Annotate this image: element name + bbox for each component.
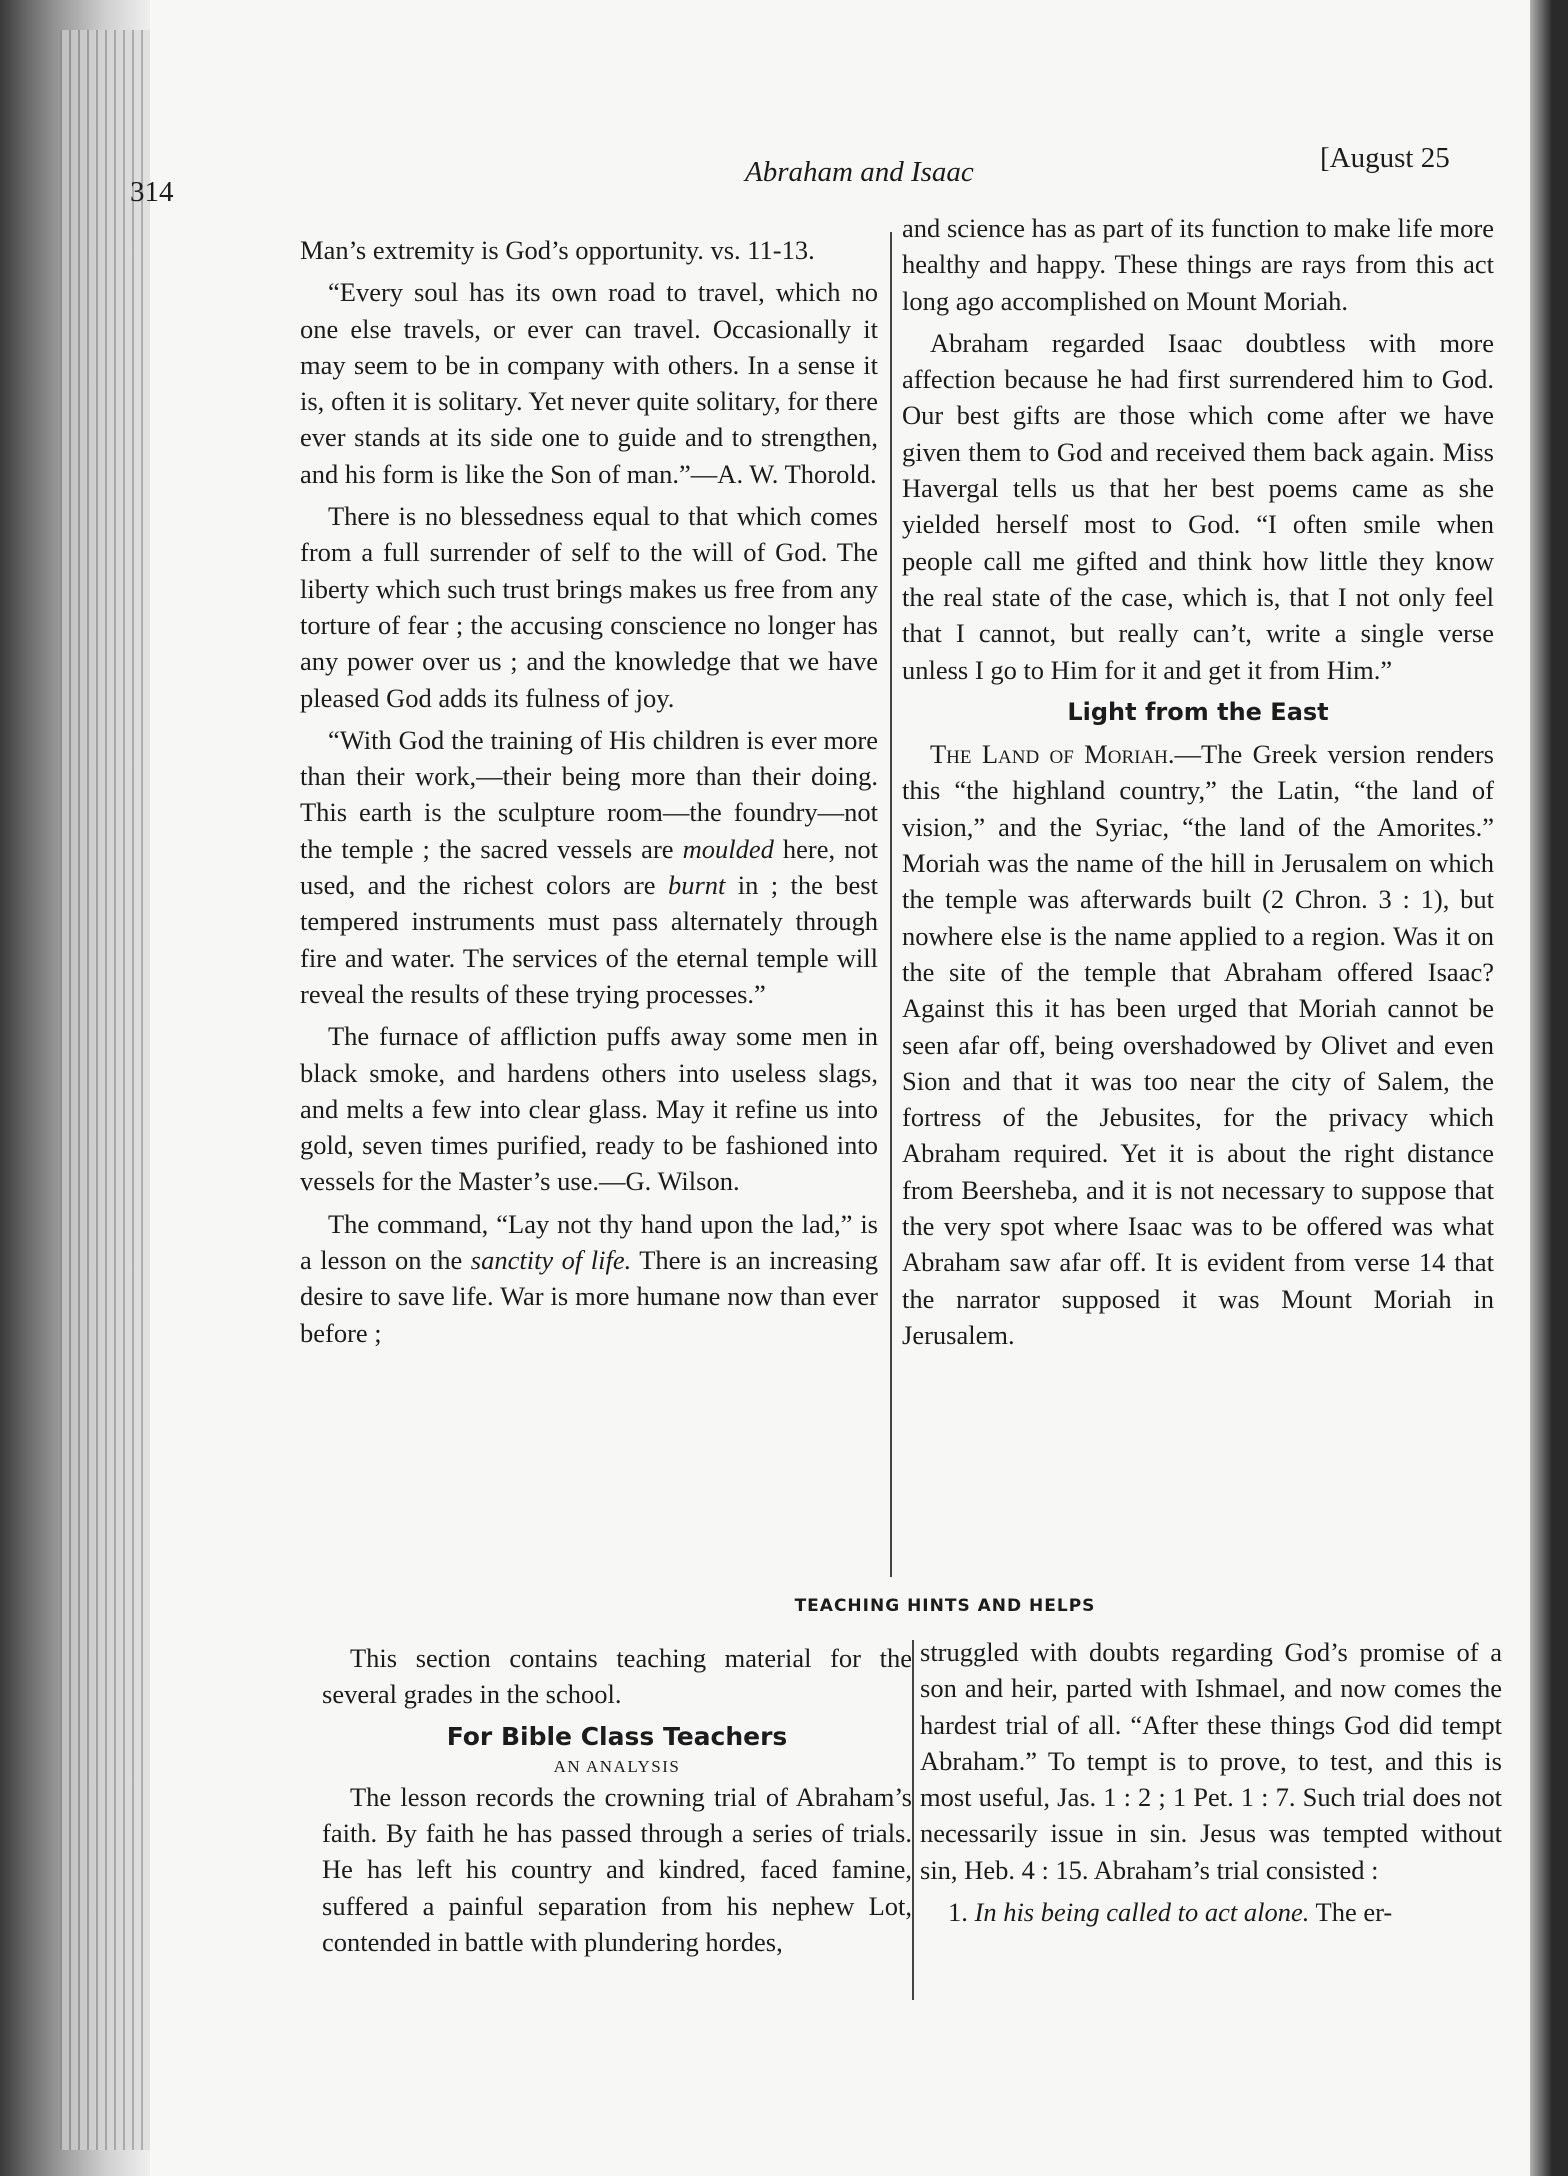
paragraph: Man’s extremity is God’s opportunity. vs. 11-13. [300,235,815,265]
right-column [902,210,1494,1359]
quote-training: “With God the training of His children is ever more than their work,—their being more than their doing. This earth is the sculpture room—the foundry—not the temple ; the sacred vessels are moulded here, not used, and the richest colors are burnt in ; the best tempered instruments must pass alternately through fire and water. The services of the eternal temple will reveal the results of these trying processes.” [300,724,878,1009]
section-heading-light-from-the-east: Light from the East [1067,697,1329,726]
page-number: 314 [130,176,174,208]
issue-date: [August 25 [1320,142,1450,174]
quote-thorold: “Every soul has its own road to travel, which no one else travels, or ever can travel. Occasionally it may seem to be in company with others. In a sense it is, often it is solitary. Yet never quite solitary, for there ever stands at its side one to guide and to strengthen, and his form is like the Son of man.”—A. W. Thorold. [300,277,878,489]
teaching-left-column [322,1640,912,1966]
teaching-hints-heading: TEACHING HINTS AND HELPS [794,1596,1096,1616]
page-edges [60,30,150,2150]
analysis-heading: AN ANALYSIS [553,1756,681,1776]
paragraph-moriah: The Land of Moriah.—The Greek version renders this “the highland country,” the Latin, “the land of vision,” and the Syriac, “the land of the Amorites.” Moriah was the name of the hill in Jerusalem on which the temple was afterwards built (2 Chron. 3 : 1), but nowhere else is the name applied to a region. Was it on the site of the temple that Abraham offered Isaac? Against this it has been urged that Moriah cannot be seen afar off, being overshadowed by Olivet and even Sion and that it was too near the city of Salem, the fortress of the Jebusites, for the privacy which Abraham required. Yet it is about the right distance from Beersheba, and it is not necessary to suppose that the very spot where Isaac was to be offered was what Abraham saw afar off. It is evident from verse 14 that the narrator supposed it was Mount Moriah in Jerusalem. [902,739,1494,1350]
running-title: Abraham and Isaac [745,156,974,188]
paragraph: Abraham regarded Isaac doubtless with more affection because he had first surrendered him to God. Our best gifts are those which come after we have given them to God and received them back again. Miss Havergal tells us that her best poems came as she yielded herself most to God. “I often smile when people call me gifted and think how little they know the real state of the case, which is, that I not only feel that I cannot, but really can’t, write a single verse unless I go to Him for it and get it from Him.” [902,327,1494,685]
column-divider-top [890,232,892,1577]
paragraph: The command, “Lay not thy hand upon the lad,” is a lesson on the sanctity of life. There is an increasing desire to save life. War is more humane now than ever before ; [300,1208,878,1348]
paragraph: The lesson records the crowning trial of Abraham’s faith. By faith he has passed through a series of trials. He has left his country and kindred, faced famine, suffered a painful separation from his nephew Lot, contended in battle with plundering hordes, [322,1781,912,1958]
bible-class-heading: For Bible Class Teachers [446,1721,788,1751]
paragraph: The furnace of affliction puffs away some men in black smoke, and hardens others into useless slags, and melts a few into clear glass. May it refine us into gold, seven times purified, ready to be fashioned into vessels for the Master’s use.—G. Wilson. [300,1021,878,1197]
paragraph: struggled with doubts regarding God’s promise of a son and heir, parted with Ishmael, and now comes the hardest trial of all. “After these things God did tempt Abraham.” To tempt is to prove, to test, and this is most useful, Jas. 1 : 2 ; 1 Pet. 1 : 7. Such trial does not necessarily issue in sin. Jesus was tempted without sin, Heb. 4 : 15. Abraham’s trial consisted : [920,1637,1502,1885]
column-divider-bottom [912,1640,914,2000]
numbered-point: 1. In his being called to act alone. The er- [948,1897,1393,1928]
left-column [300,232,878,1357]
paragraph: and science has as part of its function to make life more healthy and happy. These things are rays from this act long ago accomplished on Mount Moriah. [902,213,1494,316]
teaching-right-column [920,1634,1502,1936]
right-page-edge [1528,0,1568,2176]
paragraph: This section contains teaching material for the several grades in the school. [322,1643,912,1710]
paragraph: There is no blessedness equal to that which comes from a full surrender of self to the will of God. The liberty which such trust brings makes us free from any torture of fear ; the accusing conscience no longer has any power over us ; and the knowledge that we have pleased God adds its fulness of joy. [300,501,878,713]
